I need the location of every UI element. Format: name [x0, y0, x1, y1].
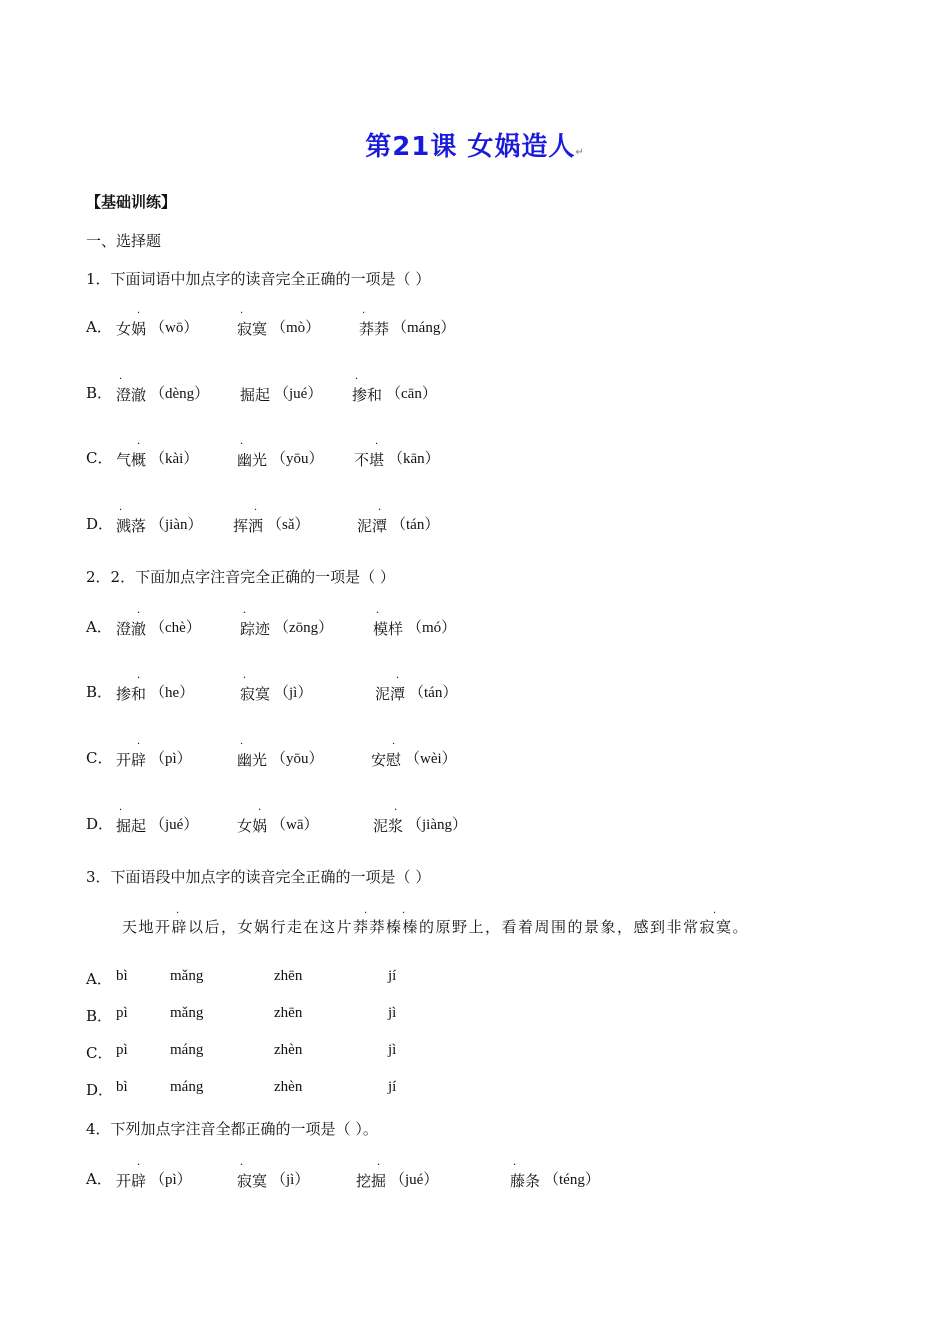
emphasis-dot: · [362, 308, 366, 319]
option-word: 泥浆 [373, 817, 404, 835]
option-word: 幽光 [237, 751, 268, 769]
question-3-passage: 天地开辟以后，女娲行走在这片莽莽榛榛的原野上，看着周围的景象，感到非常寂寞。 [122, 918, 750, 936]
section-heading: 【基础训练】 [86, 193, 177, 211]
option-word: 寂寞 [237, 1172, 268, 1190]
option-word: 澄澈 [116, 620, 147, 638]
option-pinyin: （wā） [271, 817, 319, 833]
emphasis-dot: · [119, 374, 123, 385]
option-pinyin: pì [116, 1042, 128, 1058]
option-pinyin: （dèng） [150, 386, 210, 402]
emphasis-dot: · [377, 1160, 381, 1171]
question-1-stem: 1．下面词语中加点字的读音完全正确的一项是（ ） [86, 270, 431, 288]
option-pinyin: （wō） [150, 320, 199, 336]
option-pinyin: （yōu） [271, 451, 324, 467]
option-word: 莽莽 [359, 320, 390, 338]
emphasis-dot: · [713, 908, 717, 919]
option-word: 女娲 [237, 817, 268, 835]
emphasis-dot: · [137, 1160, 141, 1171]
emphasis-dot: · [392, 739, 396, 750]
option-pinyin: （sǎ） [267, 517, 310, 533]
option-pinyin: máng [170, 1042, 204, 1058]
emphasis-dot: · [513, 1160, 517, 1171]
option-word: 掘起 [116, 817, 147, 835]
option-word: 泥潭 [375, 685, 406, 703]
option-label: C． [86, 749, 113, 767]
option-pinyin: zhēn [274, 1005, 303, 1021]
option-word: 寂寞 [237, 320, 268, 338]
emphasis-dot: · [402, 908, 406, 919]
option-pinyin: （jì） [274, 685, 313, 701]
option-word: 澄澈 [116, 386, 147, 404]
emphasis-dot: · [243, 673, 247, 684]
option-pinyin: （kān） [388, 451, 440, 467]
option-pinyin: bì [116, 968, 128, 984]
option-label: C． [86, 449, 113, 467]
option-pinyin: （jué） [150, 817, 199, 833]
emphasis-dot: · [240, 439, 244, 450]
option-word: 掘起 [240, 386, 271, 404]
emphasis-dot: · [137, 673, 141, 684]
option-word: 掺和 [352, 386, 383, 404]
emphasis-dot: · [243, 608, 247, 619]
emphasis-dot: · [375, 439, 379, 450]
option-pinyin: bì [116, 1079, 128, 1095]
option-pinyin: jì [388, 1042, 397, 1058]
option-word: 挥洒 [233, 517, 264, 535]
emphasis-dot: · [254, 505, 258, 516]
emphasis-dot: · [376, 608, 380, 619]
option-pinyin: zhēn [274, 968, 303, 984]
emphasis-dot: · [137, 739, 141, 750]
option-word: 寂寞 [240, 685, 271, 703]
emphasis-dot: · [119, 805, 123, 816]
option-label: D． [86, 815, 114, 833]
option-word: 女娲 [116, 320, 147, 338]
emphasis-dot: · [176, 908, 180, 919]
option-pinyin: máng [170, 1079, 204, 1095]
option-pinyin: （cān） [386, 386, 437, 402]
option-label: D． [86, 515, 114, 533]
emphasis-dot: · [119, 505, 123, 516]
option-word: 幽光 [237, 451, 268, 469]
option-label: B． [86, 384, 113, 402]
option-pinyin: jí [388, 1079, 397, 1095]
option-pinyin: jí [388, 968, 397, 984]
option-label: D． [86, 1081, 114, 1099]
option-word: 开辟 [116, 1172, 147, 1190]
option-label: B． [86, 683, 113, 701]
emphasis-dot: · [137, 308, 141, 319]
option-pinyin: （tán） [391, 517, 440, 533]
option-label: A． [86, 1170, 112, 1188]
question-3-stem: 3．下面语段中加点字的读音完全正确的一项是（ ） [86, 868, 431, 886]
option-word: 不堪 [354, 451, 385, 469]
option-pinyin: mǎng [170, 1005, 204, 1021]
question-4-stem: 4．下列加点字注音全都正确的一项是（ ）。 [86, 1120, 378, 1138]
option-word: 藤条 [510, 1172, 541, 1190]
option-pinyin: zhèn [274, 1079, 303, 1095]
option-pinyin: （chè） [150, 620, 201, 636]
emphasis-dot: · [240, 308, 244, 319]
emphasis-dot: · [240, 739, 244, 750]
option-label: A． [86, 618, 112, 636]
option-word: 挖掘 [356, 1172, 387, 1190]
option-pinyin: （mò） [271, 320, 321, 336]
emphasis-dot: · [364, 908, 368, 919]
option-pinyin: （jì） [271, 1172, 310, 1188]
option-pinyin: （tán） [409, 685, 458, 701]
part-heading: 一、选择题 [86, 232, 162, 250]
option-word: 开辟 [116, 751, 147, 769]
option-pinyin: （jué） [274, 386, 323, 402]
option-pinyin: （jiàng） [407, 817, 467, 833]
emphasis-dot: · [355, 374, 359, 385]
option-pinyin: （yōu） [271, 751, 324, 767]
option-pinyin: （téng） [544, 1172, 600, 1188]
emphasis-dot: · [396, 673, 400, 684]
option-pinyin: （kài） [150, 451, 199, 467]
option-pinyin: （pì） [150, 1172, 192, 1188]
emphasis-dot: · [378, 505, 382, 516]
option-label: A． [86, 318, 112, 336]
option-pinyin: （pì） [150, 751, 192, 767]
emphasis-dot: · [240, 1160, 244, 1171]
option-label: B． [86, 1007, 113, 1025]
option-word: 安慰 [371, 751, 402, 769]
option-pinyin: （mó） [407, 620, 457, 636]
option-word: 模样 [373, 620, 404, 638]
page-title: 第21课 女娲造人↵ [365, 132, 585, 162]
emphasis-dot: · [394, 805, 398, 816]
option-word: 泥潭 [357, 517, 388, 535]
option-pinyin: （jué） [390, 1172, 439, 1188]
option-pinyin: （zōng） [274, 620, 334, 636]
option-word: 气概 [116, 451, 147, 469]
option-word: 踪迹 [240, 620, 271, 638]
option-word: 掺和 [116, 685, 147, 703]
question-2-stem: 2．2．下面加点字注音完全正确的一项是（ ） [86, 568, 395, 586]
option-pinyin: （jiàn） [150, 517, 203, 533]
option-pinyin: （máng） [392, 320, 456, 336]
option-word: 溅落 [116, 517, 147, 535]
option-label: C． [86, 1044, 113, 1062]
option-pinyin: pì [116, 1005, 128, 1021]
option-pinyin: zhèn [274, 1042, 303, 1058]
option-pinyin: （he） [150, 685, 195, 701]
option-pinyin: jì [388, 1005, 397, 1021]
option-pinyin: （wèi） [405, 751, 457, 767]
option-label: A． [86, 970, 112, 988]
emphasis-dot: · [137, 608, 141, 619]
option-pinyin: mǎng [170, 968, 204, 984]
emphasis-dot: · [258, 805, 262, 816]
emphasis-dot: · [137, 439, 141, 450]
